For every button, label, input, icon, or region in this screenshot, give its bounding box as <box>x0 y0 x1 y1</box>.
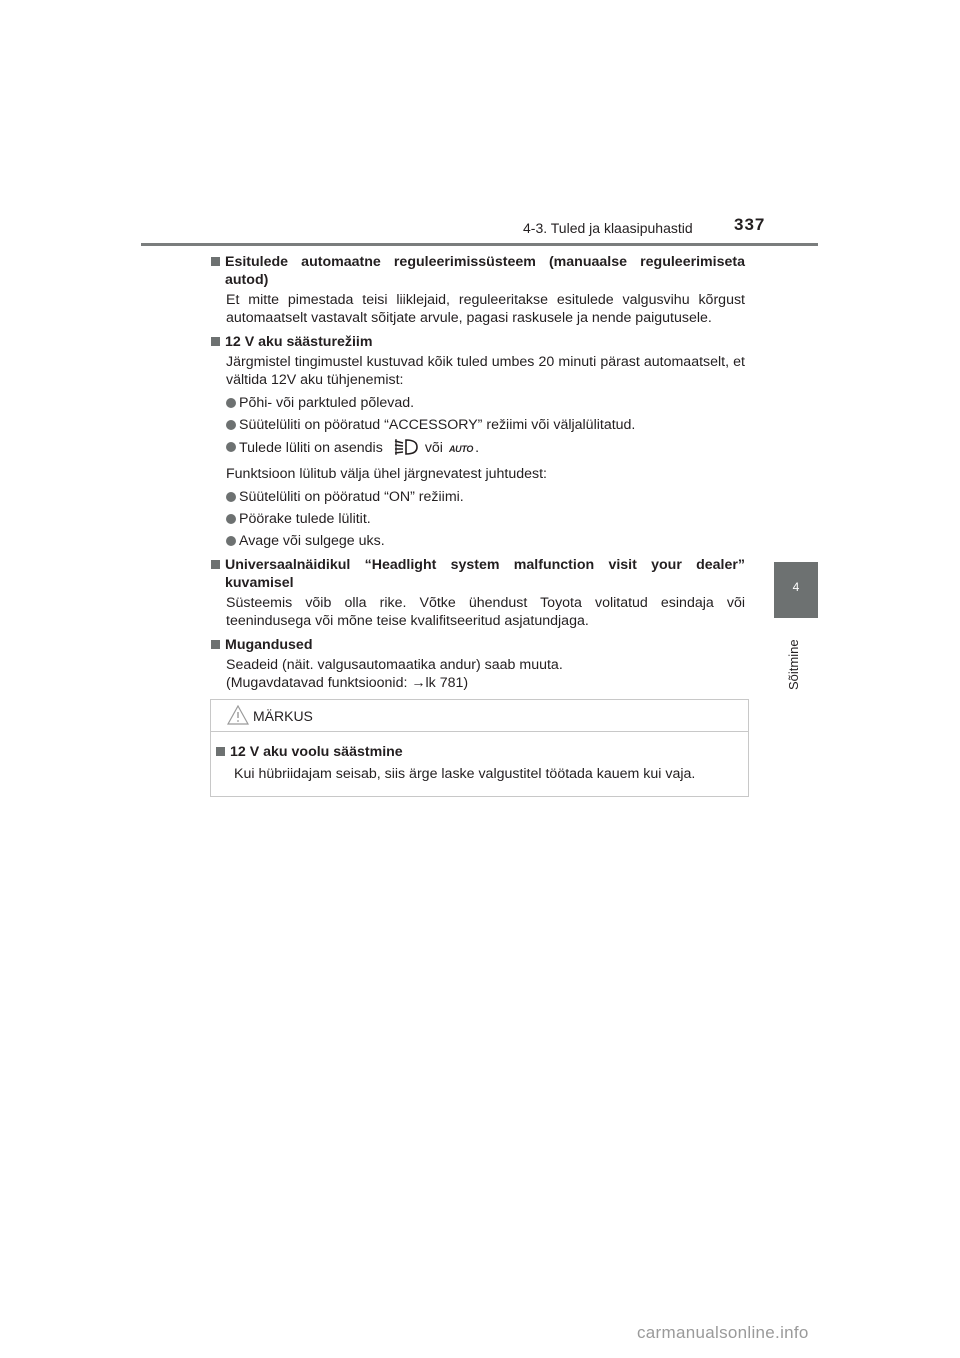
section-paragraph: Järgmistel tingimustel kustuvad kõik tuled umbes 20 minuti pärast automaatselt, et vältida 12V aku tühjenemist: <box>226 354 745 388</box>
round-bullet-icon <box>226 536 236 546</box>
square-bullet-icon <box>216 747 225 756</box>
chapter-number: 4 <box>792 580 800 594</box>
page-number: 337 <box>734 215 766 234</box>
section-paragraph: Et mitte pimestada teisi liiklejaid, reguleeritakse esitulede valgusvihu kõrgust automaatselt vastavalt sõitjate arvule, pagasi raskusele ja nende paigutusele. <box>226 292 745 326</box>
list-item: Tulede lüliti on asendis või AUTO . <box>226 438 745 461</box>
section-battery-saver <box>211 333 745 550</box>
section-paragraph: Seadeid (näit. valgusautomaatika andur) saab muuta. <box>226 657 563 673</box>
list-item: Põhi- või parktuled põlevad. <box>226 394 745 412</box>
warning-triangle-icon <box>227 705 249 730</box>
running-header-section: 4-3. Tuled ja klaasipuhastid <box>523 220 693 236</box>
notice-title: 12 V aku voolu säästmine <box>216 743 748 761</box>
square-bullet-icon <box>211 560 220 569</box>
square-bullet-icon <box>211 640 220 649</box>
auto-icon: AUTO <box>448 444 474 454</box>
round-bullet-icon <box>226 442 236 452</box>
chapter-tab <box>774 562 818 618</box>
headlight-icon <box>393 438 419 461</box>
round-bullet-icon <box>226 492 236 502</box>
notice-text: Kui hübriidajam seisab, siis ärge laske valgustitel töötada kauem kui vaja. <box>234 766 696 782</box>
section-paragraph: Funktsioon lülitub välja ühel järgnevatest juhtudest: <box>226 466 547 482</box>
section-title: Esitulede automaatne reguleerimissüsteem (manuaalse reguleerimiseta autod) <box>211 253 745 289</box>
round-bullet-icon <box>226 514 236 524</box>
round-bullet-icon <box>226 420 236 430</box>
list-item: Süütelüliti on pööratud “ACCESSORY” režiimi või väljalülitatud. <box>226 416 745 434</box>
notice-label: MÄRKUS <box>253 708 313 724</box>
section-paragraph: Süsteemis võib olla rike. Võtke ühendust Toyota volitatud esindaja või teenindusega või mõne teise kvalifitseeritud asjatundjaga. <box>226 595 745 629</box>
page-reference-link[interactable]: (Mugavdatavad funktsioonid: →lk 781) <box>226 675 469 691</box>
section-title: 12 V aku säästurežiim <box>211 333 745 351</box>
notice-header <box>211 700 748 732</box>
square-bullet-icon <box>211 257 220 266</box>
header-divider <box>141 243 818 246</box>
main-content <box>211 253 745 698</box>
list-item: Avage või sulgege uks. <box>226 532 745 550</box>
section-title: Universaalnäidikul “Headlight system malfunction visit your dealer” kuvamisel <box>211 556 745 592</box>
section-customization <box>211 636 745 692</box>
square-bullet-icon <box>211 337 220 346</box>
section-title: Mugandused <box>211 636 745 654</box>
section-headlight-leveling <box>211 253 745 327</box>
list-item: Süütelüliti on pööratud “ON” režiimi. <box>226 488 745 506</box>
round-bullet-icon <box>226 398 236 408</box>
chapter-label: Sõitmine <box>786 639 801 690</box>
watermark: carmanualsonline.info <box>637 1323 809 1342</box>
section-headlight-malfunction <box>211 556 745 630</box>
notice-box <box>210 699 749 797</box>
notice-body <box>211 732 748 783</box>
list-item: Pöörake tulede lülitit. <box>226 510 745 528</box>
